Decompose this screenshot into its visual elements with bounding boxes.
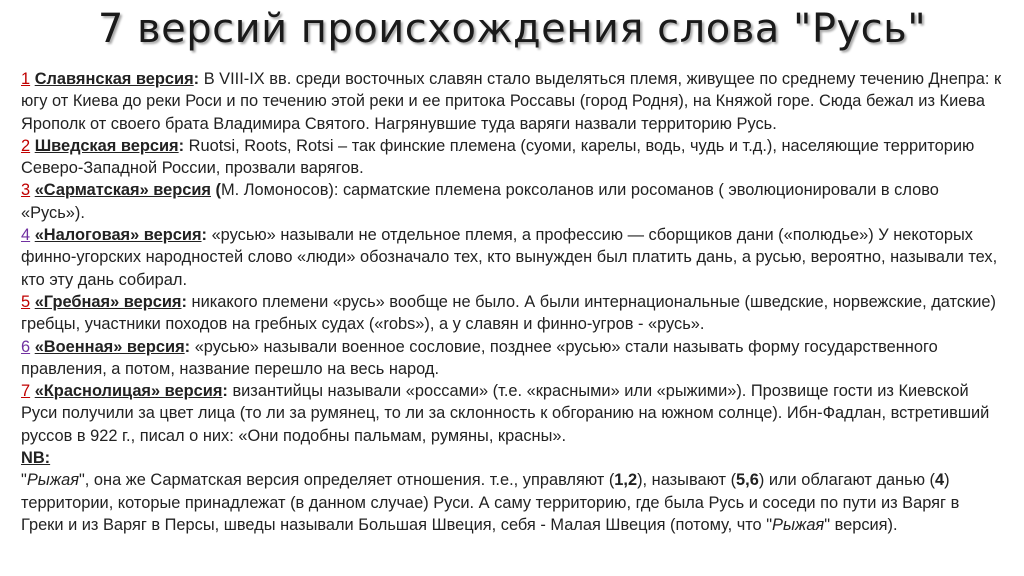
- version-separator: :: [193, 70, 200, 88]
- page-title: 7 версий происхождения слова "Русь": [97, 6, 927, 52]
- version-1: [21, 68, 1006, 135]
- version-text: М. Ломоносов): сарматские племена роксоланов или росоманов ( эволюционировали в слово «Русь»).: [21, 181, 939, 222]
- slide-body: [21, 68, 1006, 536]
- version-separator: :: [181, 292, 187, 311]
- version-6: [21, 336, 1006, 381]
- version-number: 7: [21, 382, 31, 401]
- nb-ryzhaya: Рыжая: [26, 471, 79, 490]
- version-heading: Шведская версия: [34, 136, 179, 155]
- nb-paragraph: [21, 469, 1006, 536]
- nb-text-3: ) или облагают данью (: [758, 471, 936, 490]
- nb-quote: ": [21, 471, 27, 490]
- version-heading: «Налоговая» версия: [34, 226, 202, 245]
- version-number: 2: [21, 136, 31, 155]
- version-number: 3: [21, 181, 31, 200]
- version-number: 4: [21, 226, 31, 245]
- nb-ryzhaya-2: Рыжая: [772, 515, 825, 534]
- version-4: [21, 224, 1006, 291]
- version-number: 5: [21, 292, 31, 311]
- nb-text-2: ), называют (: [637, 471, 737, 490]
- version-text: «русью» называли не отдельное племя, а профессию — сборщиков дани («полюдье») У некоторых финно-угорских народностей слово «люди» обозначало тех, кто вынужден был платить дань, а русью, вероятно, называли тех, кто эту дань собирал.: [21, 226, 998, 289]
- nb-num-5-6: 5,6: [736, 471, 759, 490]
- nb-text-1: ", она же Сарматская версия определяет отношения. т.е., управляют (: [78, 471, 615, 490]
- version-5: [21, 291, 1006, 336]
- version-separator: :: [178, 136, 185, 155]
- nb-label-line: [21, 447, 1006, 469]
- version-heading: «Краснолицая» версия: [34, 382, 223, 401]
- version-number: 6: [21, 337, 31, 356]
- version-text: Ruotsi, Roots, Rotsi – так финские племена (суоми, карелы, водь, чудь и т.д.), населяющие территорию Северо-Западной России, прозвали варягов.: [21, 136, 975, 178]
- version-heading: Славянская версия: [34, 70, 194, 88]
- nb-num-1-2: 1,2: [614, 471, 638, 490]
- version-separator: :: [201, 226, 208, 245]
- version-2: [21, 135, 1006, 180]
- version-text: никакого племени «русь» вообще не было. А были интернациональные (шведские, норвежские, датские) гребцы, участники походов на гребных судах («robs»), а у славян и финно-угров - «русь».: [21, 292, 996, 334]
- nb-label: NB:: [21, 449, 51, 468]
- version-separator: :: [222, 382, 228, 401]
- version-heading: «Военная» версия: [34, 337, 185, 356]
- nb-text-4: ) территории, которые принадлежат (в данном случае) Руси. А саму территорию, где была Русь и соседи по пути из Варяг в Греки и из Варяг в Персы, шведы называли Большая Швеция, себя - Малая Швеция (потому, что ": [21, 471, 960, 534]
- version-separator: :: [184, 337, 191, 356]
- nb-text-5: " версия).: [824, 515, 898, 534]
- version-7: [21, 380, 1006, 447]
- version-text: «русью» называли военное сословие, позднее «русью» стали называть форму государственного правления, а потом, название перешло на весь народ.: [21, 337, 938, 378]
- version-separator: (: [211, 181, 222, 200]
- version-heading: «Гребная» версия: [34, 292, 182, 311]
- version-text: византийцы называли «россами» (т.е. «красными» или «рыжими»). Прозвище гости из Киевской Руси получили за цвет лица (то ли за румянец, то ли за склонность к обгоранию на южном солнце). Ибн-Фадлан, встретивший руссов в 922 г., писал о них: «Они подобны пальмам, румяны, красны».: [21, 382, 990, 445]
- version-number: 1: [21, 70, 31, 88]
- version-heading: «Сарматская» версия: [34, 181, 211, 200]
- nb-num-4: 4: [935, 471, 945, 490]
- version-3: [21, 179, 1006, 224]
- version-text: В VIII-IX вв. среди восточных славян стало выделяться племя, живущее по среднему течению Днепра: к югу от Киева до реки Роси и по течению этой реки и ее притока Россавы (город Родня), на Княжой горе. Сюда бежал из Киева Ярополк от своего брата Владимира Святого. Нагрянувшие туда варяги назвали территорию Русь.: [21, 70, 1002, 133]
